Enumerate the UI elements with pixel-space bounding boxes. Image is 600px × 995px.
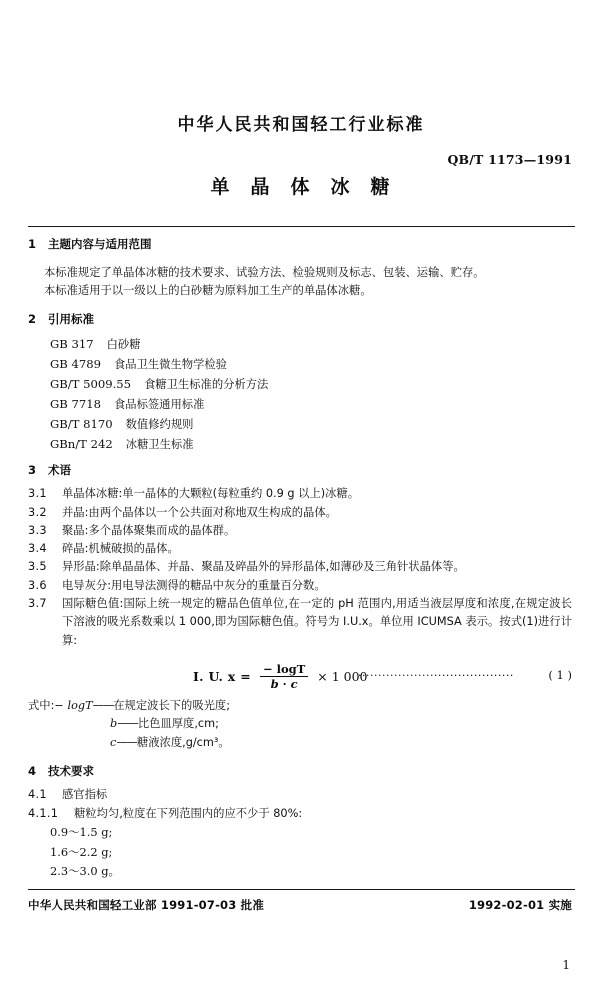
term-item xyxy=(28,558,572,576)
spacer xyxy=(0,300,600,311)
term-number: 3.5 xyxy=(28,560,47,574)
section-heading-2 xyxy=(28,311,600,328)
reference-name: 食品卫生微生物学检验 xyxy=(113,357,227,371)
term-text: 并晶:由两个晶体以一个公共面对称地双生构成的晶体。 xyxy=(62,505,337,519)
formula-number: ( 1 ) xyxy=(548,667,572,682)
spacer xyxy=(0,253,600,264)
subsection-text: 糖粒均匀,粒度在下列范围内的应不少于 80%: xyxy=(74,806,303,820)
reference-code: GB 317 xyxy=(50,336,94,351)
section-heading-1 xyxy=(28,236,600,253)
reference-standard-item xyxy=(50,335,600,355)
where-dash: —— xyxy=(117,717,138,731)
formula-leader-dots: ······································· xyxy=(358,668,514,682)
document-body xyxy=(0,236,600,882)
spacer xyxy=(0,455,600,462)
reference-name: 食品标签通用标准 xyxy=(113,397,205,411)
term-item xyxy=(28,577,572,595)
section-heading-3 xyxy=(28,462,600,479)
formula-fraction xyxy=(260,663,308,691)
implementation-date: 1992-02-01 实施 xyxy=(468,898,572,912)
section-title-3: 术语 xyxy=(48,462,71,477)
term-item xyxy=(28,595,572,650)
page-title: 单晶体冰糖 xyxy=(210,176,411,198)
subsection-title: 感官指标 xyxy=(62,788,108,802)
subsection-4-1 xyxy=(28,786,572,804)
reference-code: GB 7718 xyxy=(50,396,101,411)
subsection-4-1-1 xyxy=(28,805,572,823)
term-item xyxy=(28,485,572,503)
formula-color-value xyxy=(193,660,368,694)
footer-divider xyxy=(28,889,575,890)
where-description: 比色皿厚度,cm; xyxy=(137,717,219,731)
formula-where-line-2 xyxy=(110,715,600,733)
spacer xyxy=(0,478,600,485)
where-symbol: − logT xyxy=(54,698,93,712)
spacer xyxy=(0,752,600,763)
standard-number: QB/T 1173—1991 xyxy=(447,152,572,167)
where-label: 式中: xyxy=(28,698,55,712)
term-item xyxy=(28,504,572,522)
reference-standard-item xyxy=(50,415,600,435)
term-text: 国际糖色值:国际上统一规定的糖品色值单位,在一定的 pH 范围内,用适当液层厚度和浓度,在规定波长下溶液的吸光系数乘以 1 000,即为国际糖色值。符号为 I.U.x。单位用 ICUMSA 表示。按式(1)进行计算: xyxy=(62,597,572,647)
reference-code: GBn/T 242 xyxy=(50,436,113,451)
section-1-paragraph-1: 本标准规定了单晶体冰糖的技术要求、试验方法、检验规则及标志、包装、运输、贮存。 xyxy=(44,265,485,279)
term-item xyxy=(28,522,572,540)
subsection-number: 4.1 xyxy=(28,788,47,802)
formula-multiplier: × 1 000 xyxy=(317,669,368,685)
term-number: 3.7 xyxy=(28,597,47,611)
reference-code: GB 4789 xyxy=(50,356,101,371)
reference-name: 数值修约规则 xyxy=(125,417,194,431)
spacer xyxy=(0,328,600,335)
term-item xyxy=(28,540,572,558)
where-symbol: c xyxy=(110,735,117,749)
section-number-2: 2 xyxy=(28,312,37,327)
section-number-3: 3 xyxy=(28,462,37,477)
section-title-1: 主题内容与适用范围 xyxy=(48,237,152,251)
reference-standard-item xyxy=(50,355,600,375)
term-text: 单晶体冰糖:单一晶体的大颗粒(每粒重约 0.9 g 以上)冰糖。 xyxy=(62,487,360,501)
section-title-2: 引用标准 xyxy=(48,312,94,327)
term-text: 碎晶:机械破损的晶体。 xyxy=(62,542,179,556)
grain-size-range: 2.3～3.0 g。 xyxy=(50,864,120,879)
reference-name: 食糖卫生标准的分析方法 xyxy=(144,377,269,391)
reference-code: GB/T 8170 xyxy=(50,416,113,431)
section-number-4: 4 xyxy=(28,763,37,778)
section-title-4: 技术要求 xyxy=(48,763,94,778)
reference-name: 冰糖卫生标准 xyxy=(125,437,194,451)
page-number: 1 xyxy=(562,958,570,972)
where-description: 糖液浓度,g/cm³。 xyxy=(136,735,230,749)
reference-standard-item xyxy=(50,375,600,395)
term-number: 3.6 xyxy=(28,578,47,592)
term-text: 异形晶:除单晶晶体、并晶、聚晶及碎晶外的异形晶体,如薄砂及三角针状晶体等。 xyxy=(62,560,465,574)
term-number: 3.3 xyxy=(28,523,47,537)
approval-statement: 中华人民共和国轻工业部 1991-07-03 批准 xyxy=(28,898,265,912)
subsection-number: 4.1.1 xyxy=(28,806,59,820)
where-dash: —— xyxy=(116,735,137,749)
grain-size-range: 0.9～1.5 g; xyxy=(50,825,113,840)
formula-where-line-3 xyxy=(110,734,600,752)
reference-code: GB/T 5009.55 xyxy=(50,376,132,391)
term-text: 聚晶:多个晶体聚集而成的晶体群。 xyxy=(62,523,236,537)
grain-size-range: 1.6～2.2 g; xyxy=(50,844,113,859)
term-text: 电导灰分:用电导法测得的糖品中灰分的重量百分数。 xyxy=(62,578,326,592)
where-dash: —— xyxy=(92,698,114,712)
formula-numerator: − logT xyxy=(263,661,306,676)
formula-row xyxy=(28,660,572,694)
formula-where-line-1 xyxy=(28,697,572,715)
term-number: 3.1 xyxy=(28,487,47,501)
section-number-1: 1 xyxy=(28,237,37,251)
document-header xyxy=(0,0,600,227)
term-number: 3.4 xyxy=(28,542,47,556)
spacer xyxy=(0,779,600,786)
formula-denominator: b · c xyxy=(270,677,298,692)
section-heading-4 xyxy=(28,763,600,780)
section-1-paragraph-2: 本标准适用于以一级以上的白砂糖为原料加工生产的单晶体冰糖。 xyxy=(44,283,372,297)
reference-standard-item xyxy=(50,395,600,415)
where-symbol: b xyxy=(110,717,118,731)
reference-standard-item xyxy=(50,435,600,455)
formula-left-side: I. U. x = xyxy=(193,669,251,685)
header-divider xyxy=(28,226,575,227)
term-number: 3.2 xyxy=(28,505,47,519)
reference-name: 白砂糖 xyxy=(106,337,141,351)
where-description: 在规定波长下的吸光度; xyxy=(113,698,231,712)
issuing-organization-title: 中华人民共和国轻工行业标准 xyxy=(177,115,425,135)
